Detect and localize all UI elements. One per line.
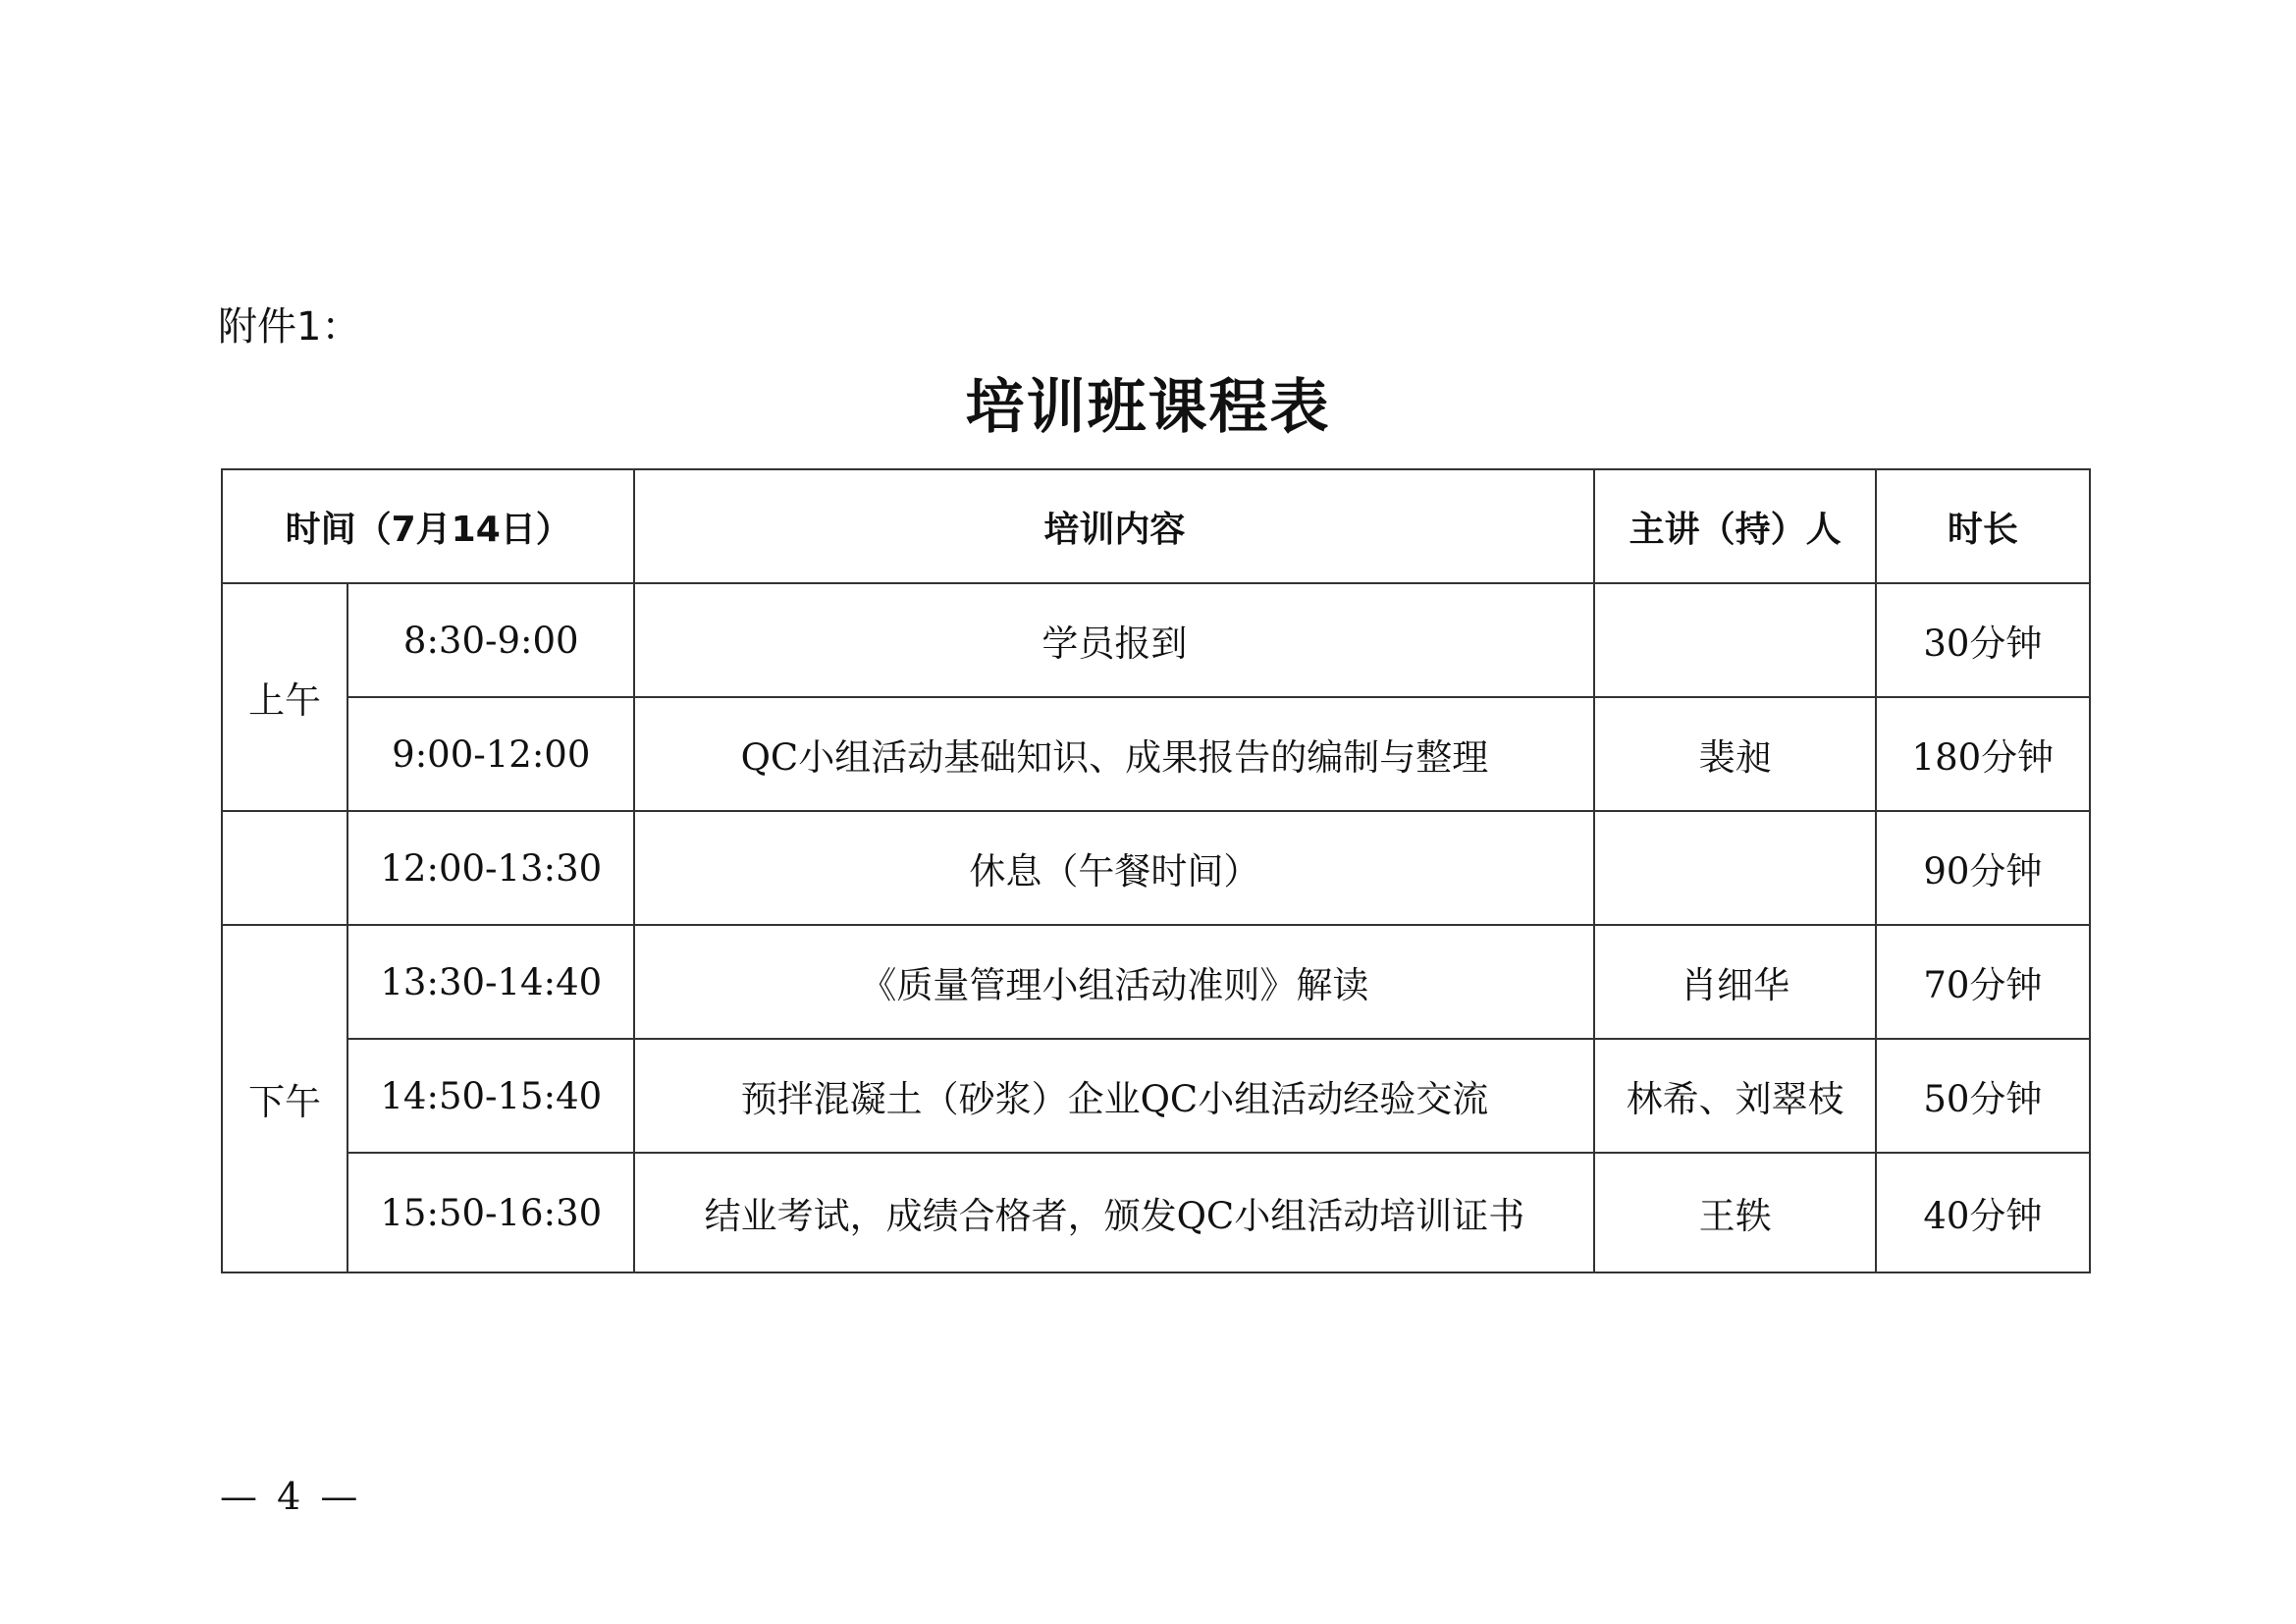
row-time: 9:00-12:00 [347, 697, 634, 811]
table-row [222, 1039, 2090, 1153]
row-speaker: 肖细华 [1594, 925, 1875, 1039]
row-duration: 70分钟 [1876, 925, 2090, 1039]
header-time: 时间（7月14日） [222, 469, 634, 583]
row-duration: 40分钟 [1876, 1153, 2090, 1272]
row-duration: 50分钟 [1876, 1039, 2090, 1153]
row-content: 学员报到 [634, 583, 1594, 697]
page-number: — 4 — [220, 1475, 362, 1518]
schedule-table [221, 468, 2091, 1273]
table-row [222, 583, 2090, 697]
header-content: 培训内容 [634, 469, 1594, 583]
row-content: 预拌混凝土（砂浆）企业QC小组活动经验交流 [634, 1039, 1594, 1153]
row-duration: 180分钟 [1876, 697, 2090, 811]
row-duration: 90分钟 [1876, 811, 2090, 925]
row-content: 《质量管理小组活动准则》解读 [634, 925, 1594, 1039]
row-time: 13:30-14:40 [347, 925, 634, 1039]
row-speaker [1594, 811, 1875, 925]
row-speaker: 裴昶 [1594, 697, 1875, 811]
row-time: 8:30-9:00 [347, 583, 634, 697]
period-afternoon: 下午 [222, 925, 347, 1272]
table-row [222, 811, 2090, 925]
page-title: 培训班课程表 [965, 373, 1331, 442]
table-row [222, 1153, 2090, 1272]
row-time: 14:50-15:40 [347, 1039, 634, 1153]
row-time: 12:00-13:30 [347, 811, 634, 925]
row-speaker: 王轶 [1594, 1153, 1875, 1272]
row-content: 休息（午餐时间） [634, 811, 1594, 925]
row-speaker: 林希、刘翠枝 [1594, 1039, 1875, 1153]
table-row [222, 925, 2090, 1039]
period-morning: 上午 [222, 583, 347, 811]
row-content: QC小组活动基础知识、成果报告的编制与整理 [634, 697, 1594, 811]
attachment-label: 附件1： [218, 304, 361, 350]
row-duration: 30分钟 [1876, 583, 2090, 697]
header-speaker: 主讲（持）人 [1594, 469, 1875, 583]
row-time: 15:50-16:30 [347, 1153, 634, 1272]
period-empty [222, 811, 347, 925]
header-duration: 时长 [1876, 469, 2090, 583]
row-speaker [1594, 583, 1875, 697]
row-content: 结业考试，成绩合格者，颁发QC小组活动培训证书 [634, 1153, 1594, 1272]
table-row [222, 697, 2090, 811]
table-header-row [222, 469, 2090, 583]
